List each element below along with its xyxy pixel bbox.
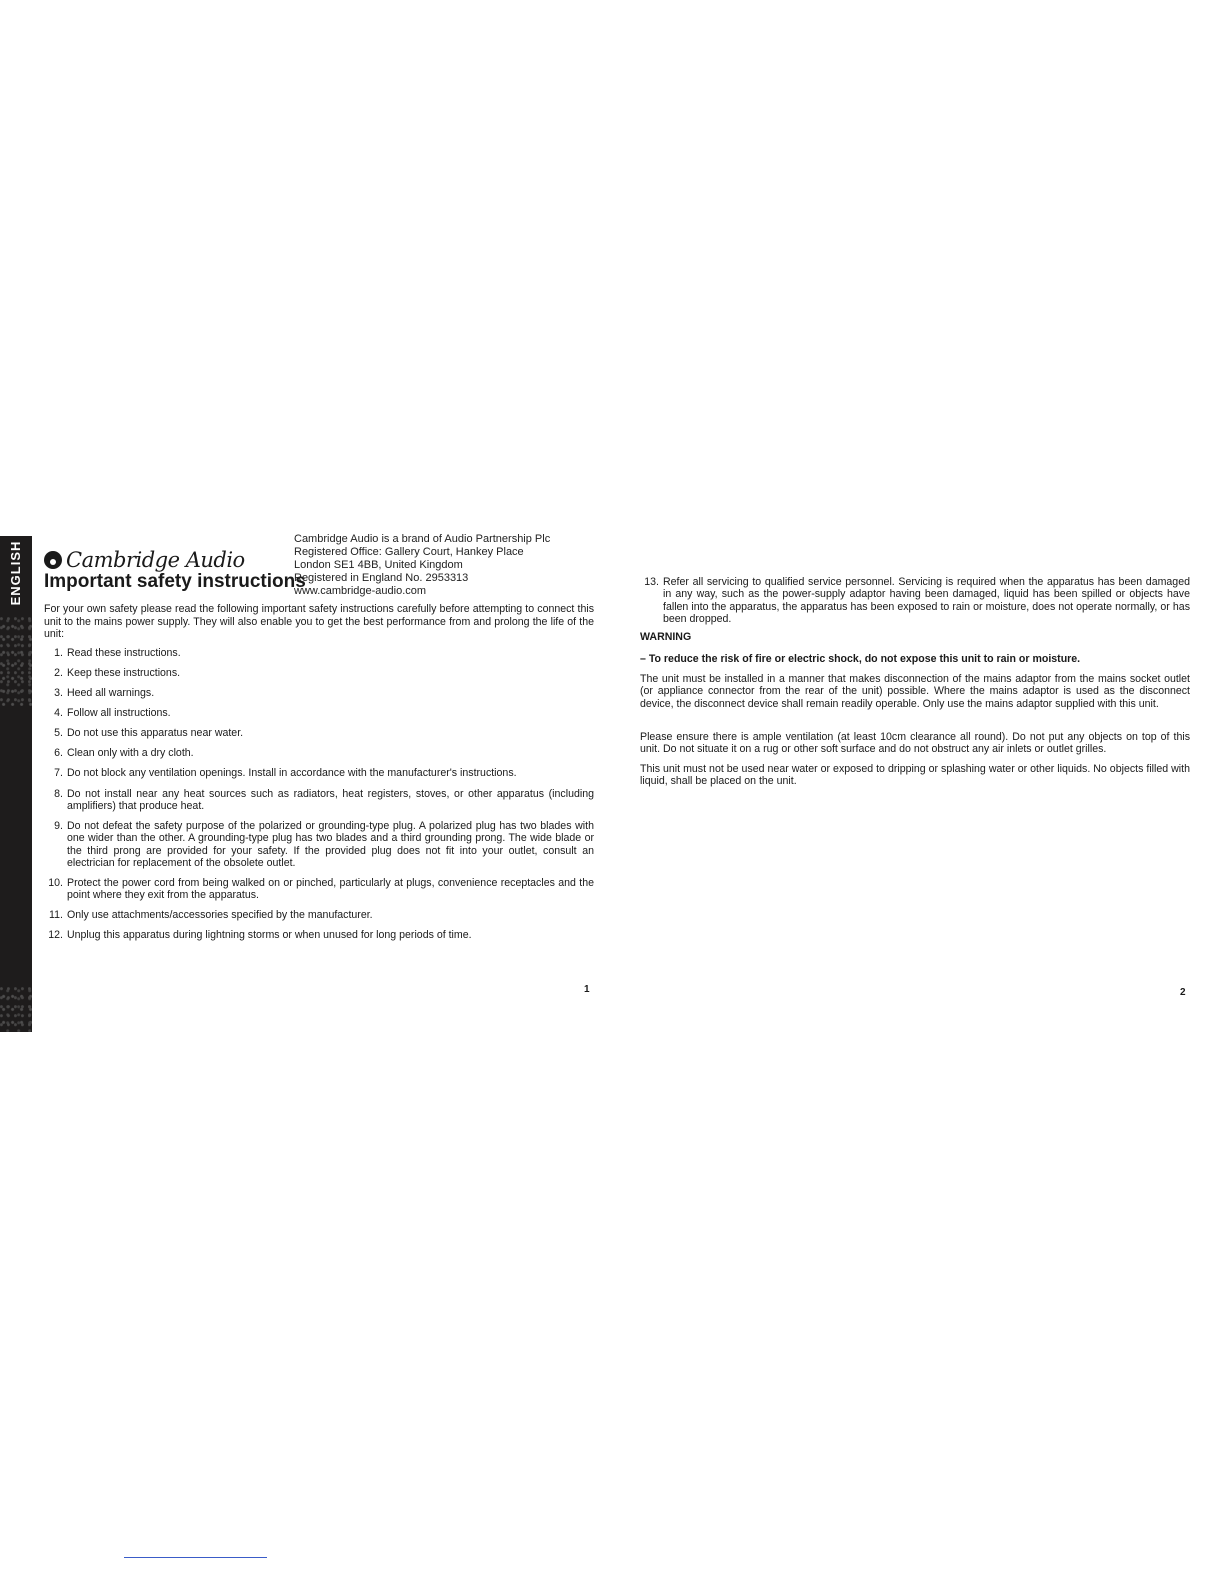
list-item <box>44 687 594 699</box>
page-number: 1 <box>584 984 590 995</box>
item-number: 2. <box>54 667 63 679</box>
list-item <box>44 747 594 759</box>
list-item <box>44 647 594 659</box>
brand-mark-icon <box>44 551 62 569</box>
item-text: Keep these instructions. <box>67 667 181 679</box>
item-text: Heed all warnings. <box>67 687 155 699</box>
list-item <box>44 909 594 921</box>
item-text: Only use attachments/accessories specified by the manufacturer. <box>67 909 373 921</box>
item-number: 1. <box>54 647 63 659</box>
item-text: Follow all instructions. <box>67 707 171 719</box>
item-number: 4. <box>54 707 63 719</box>
company-line: Registered in England No. 2953313 <box>294 572 469 584</box>
list-item <box>44 727 594 739</box>
language-label: ENGLISH <box>8 540 23 606</box>
list-item <box>640 576 1190 625</box>
item-number: 13. <box>644 576 659 588</box>
item-text: Protect the power cord from being walked on or pinched, particularly at plugs, convenience receptacles and the point where they exit from the apparatus. <box>67 877 594 902</box>
tab-texture <box>0 986 32 1032</box>
item-number: 3. <box>54 687 63 699</box>
intro-paragraph: For your own safety please read the following important safety instructions carefully before attempting to connect this unit to the mains power supply. They will also enable you to get the best performance from and prolong the life of the unit: <box>44 603 594 640</box>
list-item <box>44 877 594 902</box>
item-text: Do not defeat the safety purpose of the polarized or grounding-type plug. A polarized plug has two blades with one wider than the other. A grounding-type plug has two blades and a third grounding prong. The wide blade or the third prong are provided for your safety. If the provided plug does not fit into your outlet, consult an electrician for replacement of the obsolete outlet. <box>67 820 594 869</box>
list-item <box>44 929 594 941</box>
company-line: Registered Office: Gallery Court, Hankey Place <box>294 546 524 558</box>
company-info <box>294 533 550 598</box>
item-text: Read these instructions. <box>67 647 181 659</box>
page-number: 2 <box>1180 987 1186 998</box>
item-text: Clean only with a dry cloth. <box>67 747 194 759</box>
tab-texture <box>0 616 32 706</box>
item-number: 12. <box>48 929 63 941</box>
brand-logo <box>44 548 245 572</box>
page-title: Important safety instructions <box>44 571 306 592</box>
item-number: 8. <box>54 788 63 800</box>
item-number: 6. <box>54 747 63 759</box>
item-text: Unplug this apparatus during lightning storms or when unused for long periods of time. <box>67 929 472 941</box>
language-side-tab <box>0 536 32 1032</box>
item-text: Do not install near any heat sources such as radiators, heat registers, stoves, or other apparatus (including amplifiers) that produce heat. <box>67 788 594 813</box>
item-number: 7. <box>54 767 63 779</box>
warning-heading: WARNING <box>640 631 692 643</box>
item-text: Refer all servicing to qualified service personnel. Servicing is required when the apparatus has been damaged in any way, such as the power-supply adaptor having been damaged, liquid has been spilled or objects have fallen into the apparatus, the apparatus has been exposed to rain or moisture, does not operate normally, or has been dropped. <box>663 576 1190 625</box>
list-item <box>44 788 594 813</box>
warning-statement: – To reduce the risk of fire or electric shock, do not expose this unit to rain or moisture. <box>640 653 1081 665</box>
item-number: 10. <box>48 877 63 889</box>
list-item <box>44 820 594 869</box>
footer-rule <box>124 1557 267 1558</box>
item-number: 11. <box>49 909 63 921</box>
brand-logo-text: Cambridge Audio <box>66 548 245 572</box>
item-text: Do not block any ventilation openings. Install in accordance with the manufacturer's instructions. <box>67 767 517 779</box>
company-line: Cambridge Audio is a brand of Audio Partnership Plc <box>294 533 551 545</box>
item-text: Do not use this apparatus near water. <box>67 727 244 739</box>
item-number: 5. <box>54 727 63 739</box>
company-website: www.cambridge-audio.com <box>294 585 427 597</box>
company-line: London SE1 4BB, United Kingdom <box>294 559 463 571</box>
water-paragraph: This unit must not be used near water or exposed to dripping or splashing water or other liquids. No objects filled with liquid, shall be placed on the unit. <box>640 763 1190 788</box>
list-item <box>44 667 594 679</box>
item-number: 9. <box>54 820 63 832</box>
list-item <box>44 767 594 779</box>
list-item <box>44 707 594 719</box>
ventilation-paragraph: Please ensure there is ample ventilation (at least 10cm clearance all round). Do not put any objects on top of this unit. Do not situate it on a rug or other soft surface and do not obstruct any air inlets or outlet grilles. <box>640 731 1190 756</box>
disconnect-paragraph: The unit must be installed in a manner that makes disconnection of the mains adaptor from the mains socket outlet (or appliance connector from the rear of the unit) possible. Where the mains adaptor is used as the disconnect device, the disconnect device shall remain readily operable. Only use the mains adaptor supplied with this unit. <box>640 673 1190 710</box>
